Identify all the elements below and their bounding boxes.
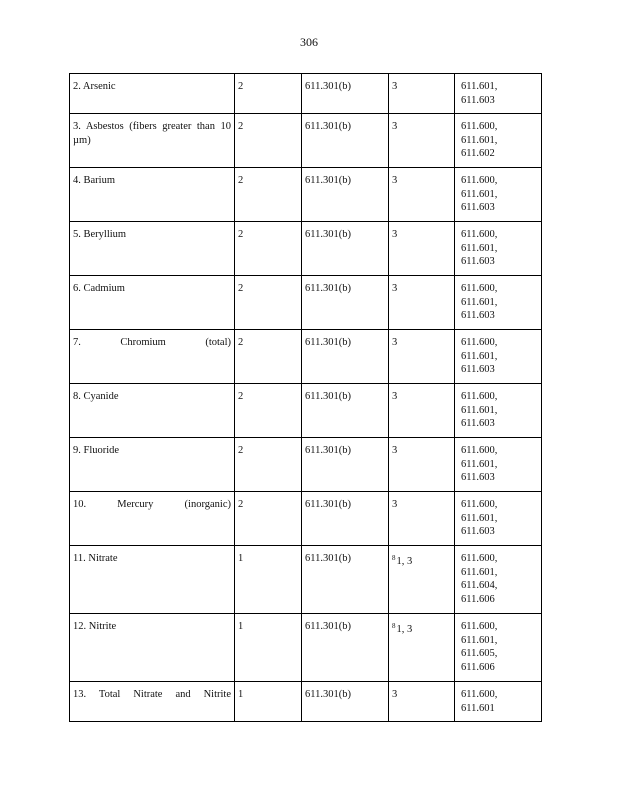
code-line: 611.603 [461,202,495,213]
code-line: 611.604, [461,580,498,591]
column-2-cell: 2 [235,492,302,546]
column-4-cell [389,276,455,330]
table-row [70,438,542,492]
column-2-cell: 2 [235,168,302,222]
column-4-cell [389,114,455,168]
code-line: 611.601, [461,512,498,524]
column-4-cell [389,330,455,384]
column-4-cell [389,438,455,492]
code-line: 611.601, [461,242,498,254]
column-4-cell [389,682,455,722]
table-row [70,114,542,168]
section-cell: 611.301(b) [302,74,389,114]
table-row [70,614,542,682]
section-cell: 611.301(b) [302,614,389,682]
section-cell: 611.301(b) [302,330,389,384]
code-line: 611.601, [461,188,498,200]
column-4-cell [389,74,455,114]
contaminant-name-cell: 4. Barium [70,168,235,222]
column-4-value: 3 [392,121,398,132]
table-row [70,330,542,384]
column-4-cell [389,614,455,682]
codes-cell [455,222,542,276]
code-line: 611.601 [461,702,495,714]
column-4-value: 3 [392,499,398,510]
column-4-value: 3 [392,391,398,402]
codes-cell [455,492,542,546]
section-cell: 611.301(b) [302,384,389,438]
code-line: 611.600, [461,553,498,564]
contaminant-name-cell: 7. Chromium (total) [70,330,235,384]
table-row [70,168,542,222]
code-line: 611.601, [461,458,498,470]
section-cell: 611.301(b) [302,492,389,546]
codes-cell [455,614,542,682]
code-line: 611.600, [461,499,498,510]
column-4-value: 1, 3 [396,624,413,635]
table-row [70,492,542,546]
code-line: 611.600, [461,689,498,700]
section-cell: 611.301(b) [302,682,389,722]
contaminant-name-cell: 13. Total Nitrate and Nitrite [70,682,235,722]
contaminant-name-cell: 5. Beryllium [70,222,235,276]
page-number: 306 [300,35,318,49]
column-4-cell [389,222,455,276]
table-row [70,276,542,330]
column-2-cell: 2 [235,222,302,276]
column-4-cell [389,384,455,438]
column-4-value: 3 [392,283,398,294]
section-cell: 611.301(b) [302,438,389,492]
code-line: 611.600, [461,175,498,186]
column-4-cell [389,492,455,546]
table-row [70,384,542,438]
column-2-cell: 2 [235,438,302,492]
code-line: 611.600, [461,445,498,456]
contaminant-table [69,73,542,722]
code-line: 611.606 [461,593,495,605]
codes-cell [455,276,542,330]
code-line: 611.603 [461,94,495,106]
contaminant-name-cell: 9. Fluoride [70,438,235,492]
code-line: 611.606 [461,661,495,673]
code-line: 611.602 [461,148,495,159]
codes-cell [455,384,542,438]
code-line: 611.601, [461,350,498,362]
column-2-cell: 2 [235,330,302,384]
code-line: 611.601, [461,134,498,146]
code-line: 611.601, [461,566,498,578]
table-row [70,546,542,614]
code-line: 611.600, [461,621,498,632]
section-cell: 611.301(b) [302,168,389,222]
code-line: 611.603 [461,472,495,483]
column-4-value: 3 [392,229,398,240]
section-cell: 611.301(b) [302,276,389,330]
code-line: 611.601, [461,404,498,416]
code-line: 611.600, [461,283,498,294]
column-4-cell [389,168,455,222]
code-line: 611.603 [461,364,495,375]
contaminant-name-cell: 3. Asbestos (fibers greater than 10 µm) [70,114,235,168]
code-line: 611.601, [461,81,498,92]
code-line: 611.603 [461,256,495,267]
table-row [70,74,542,114]
codes-cell [455,682,542,722]
column-4-value: 3 [392,337,398,348]
table-row [70,222,542,276]
table-body [70,74,542,722]
code-line: 611.600, [461,391,498,402]
column-4-value: 3 [392,81,398,92]
code-line: 611.603 [461,526,495,537]
column-4-value: 3 [392,689,398,700]
codes-cell [455,168,542,222]
contaminant-name-cell: 10. Mercury (inorganic) [70,492,235,546]
contaminant-name-cell: 12. Nitrite [70,614,235,682]
column-2-cell: 1 [235,546,302,614]
contaminant-name-cell: 2. Arsenic [70,74,235,114]
codes-cell [455,74,542,114]
column-2-cell: 1 [235,682,302,722]
code-line: 611.601, [461,296,498,308]
contaminant-name-cell: 11. Nitrate [70,546,235,614]
contaminant-name-cell: 6. Cadmium [70,276,235,330]
codes-cell [455,330,542,384]
column-2-cell: 1 [235,614,302,682]
codes-cell [455,114,542,168]
section-cell: 611.301(b) [302,222,389,276]
footnote-marker: 8 [392,554,396,562]
code-line: 611.600, [461,121,498,132]
footnote-marker: 8 [392,622,396,630]
column-4-value: 1, 3 [396,556,413,567]
column-2-cell: 2 [235,74,302,114]
codes-cell [455,546,542,614]
code-line: 611.603 [461,418,495,429]
section-cell: 611.301(b) [302,546,389,614]
contaminant-name-cell: 8. Cyanide [70,384,235,438]
column-2-cell: 2 [235,114,302,168]
section-cell: 611.301(b) [302,114,389,168]
column-4-value: 3 [392,175,398,186]
codes-cell [455,438,542,492]
column-4-cell [389,546,455,614]
code-line: 611.605, [461,648,498,659]
column-4-value: 3 [392,445,398,456]
code-line: 611.601, [461,634,498,646]
code-line: 611.603 [461,310,495,321]
code-line: 611.600, [461,337,498,348]
column-2-cell: 2 [235,276,302,330]
code-line: 611.600, [461,229,498,240]
column-2-cell: 2 [235,384,302,438]
table-row [70,682,542,722]
